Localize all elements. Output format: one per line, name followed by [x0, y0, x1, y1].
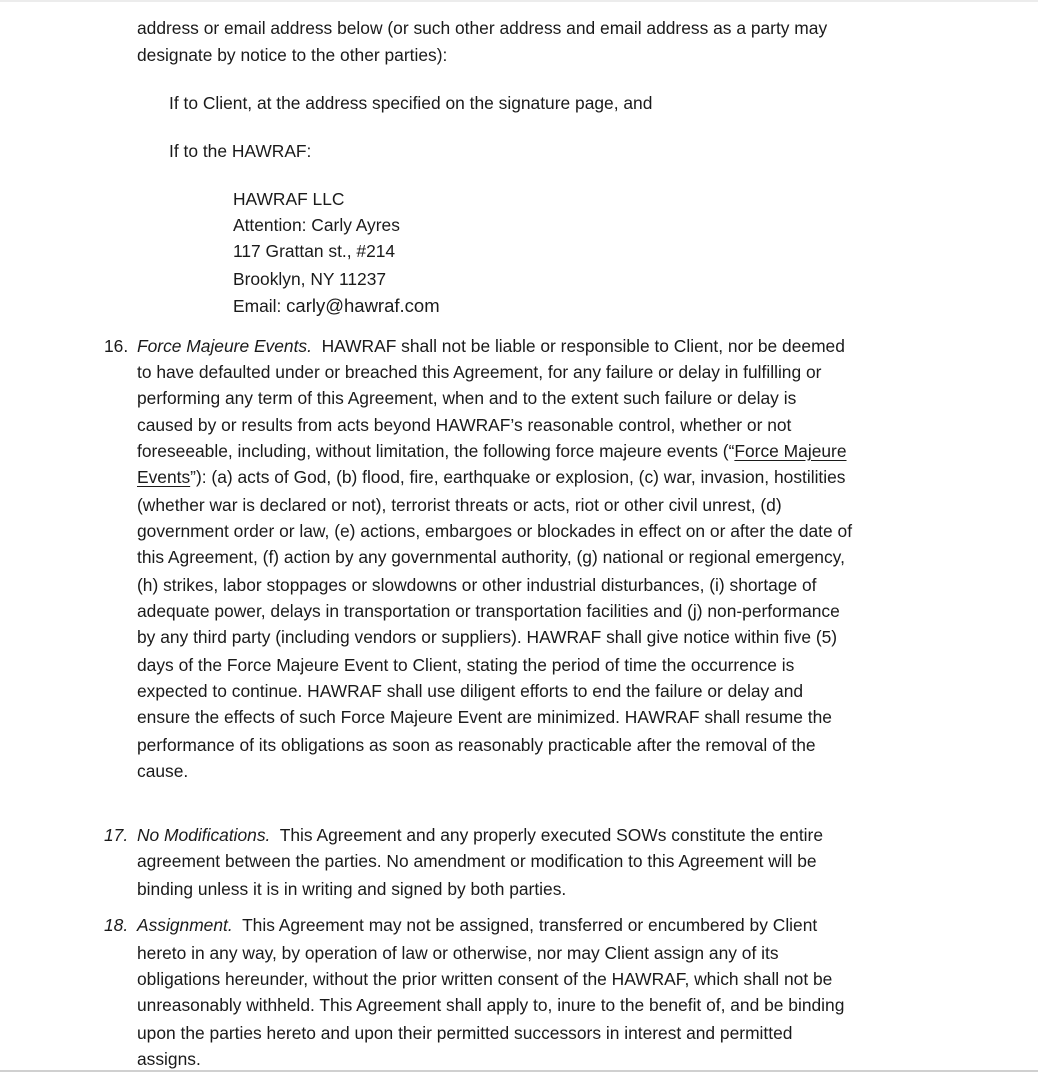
email-address: carly@hawraf.com: [286, 295, 440, 316]
section-16-line-15: ensure the effects of such Force Majeure Event are minimized. HAWRAF shall resume the: [137, 707, 832, 727]
section-17-line-1: No Modifications. This Agreement and any properly executed SOWs constitute the entire: [137, 825, 824, 845]
address-company: HAWRAF LLC: [233, 189, 345, 209]
section-16-number: 16.: [104, 336, 129, 356]
section-17-line-3: binding unless it is in writing and signed by both parties.: [137, 879, 567, 899]
section-18-number: 18.: [104, 915, 129, 935]
section-17-title: No Modifications.: [137, 825, 271, 845]
section-16-line-3: performing any term of this Agreement, when and to the extent such failure or delay is: [137, 388, 797, 408]
section-16-line-4: caused by or results from acts beyond HAWRAF’s reasonable control, whether or not: [137, 415, 792, 435]
section-18-line-2: hereto in any way, by operation of law or otherwise, nor may Client assign any of its: [137, 943, 779, 963]
address-attention: Attention: Carly Ayres: [233, 215, 400, 235]
section-16-line-17: cause.: [137, 761, 189, 781]
events-defined-term: Events: [137, 467, 191, 487]
section-18-line-5: upon the parties hereto and upon their permitted successors in interest and permitted: [137, 1023, 793, 1043]
page-top-edge: [0, 0, 1038, 2]
notice-client-line: If to Client, at the address specified on the signature page, and: [169, 93, 653, 113]
section-17-line-2: agreement between the parties. No amendment or modification to this Agreement will be: [137, 851, 817, 871]
section-16-line-9: this Agreement, (f) action by any governmental authority, (g) national or regional emergency,: [137, 547, 845, 567]
section-16-title: Force Majeure Events.: [137, 336, 312, 356]
section-16-line-16: performance of its obligations as soon as reasonably practicable after the removal of the: [137, 735, 816, 755]
section-16-line-11: adequate power, delays in transportation or transportation facilities and (j) non-performance: [137, 601, 840, 621]
section-16-line-14: expected to continue. HAWRAF shall use diligent efforts to end the failure or delay and: [137, 681, 804, 701]
section-16-line-7: (whether war is declared or not), terrorist threats or acts, riot or other civil unrest, (d): [137, 495, 782, 515]
section-16-line-6: Events”): (a) acts of God, (b) flood, fire, earthquake or explosion, (c) war, invasion, hostilities: [137, 467, 846, 487]
section-18-title: Assignment.: [137, 915, 233, 935]
section-16-line-8: government order or law, (e) actions, embargoes or blockades in effect on or after the date of: [137, 521, 853, 541]
section-16-line-10: (h) strikes, labor stoppages or slowdowns or other industrial disturbances, (i) shortage of: [137, 575, 817, 595]
address-street: 117 Grattan st., #214: [233, 241, 396, 261]
intro-line-2: designate by notice to the other parties):: [137, 45, 448, 65]
section-18-line-3: obligations hereunder, without the prior written consent of the HAWRAF, which shall not be: [137, 969, 833, 989]
section-18-line-6: assigns.: [137, 1049, 201, 1069]
intro-line-1: address or email address below (or such other address and email address as a party may: [137, 18, 828, 38]
email-label: Email:: [233, 296, 287, 316]
section-16-line-13: days of the Force Majeure Event to Client, stating the period of time the occurrence is: [137, 655, 795, 675]
force-majeure-defined-term: Force Majeure: [734, 441, 847, 461]
section-16-line-12: by any third party (including vendors or suppliers). HAWRAF shall give notice within five (5): [137, 627, 838, 647]
section-18-line-4: unreasonably withheld. This Agreement shall apply to, inure to the benefit of, and be binding: [137, 995, 845, 1015]
section-16-line-5: foreseeable, including, without limitation, the following force majeure events (“Force Majeure: [137, 441, 847, 461]
section-16-line-2: to have defaulted under or breached this Agreement, for any failure or delay in fulfilling or: [137, 362, 822, 382]
section-17-number: 17.: [104, 825, 129, 845]
notice-hawraf-line: If to the HAWRAF:: [169, 141, 312, 161]
section-16-line-1: Force Majeure Events. HAWRAF shall not be liable or responsible to Client, nor be deemed: [137, 336, 845, 356]
address-email-line: [233, 293, 440, 319]
section-18-line-1: Assignment. This Agreement may not be assigned, transferred or encumbered by Client: [137, 915, 818, 935]
address-city: Brooklyn, NY 11237: [233, 269, 387, 289]
